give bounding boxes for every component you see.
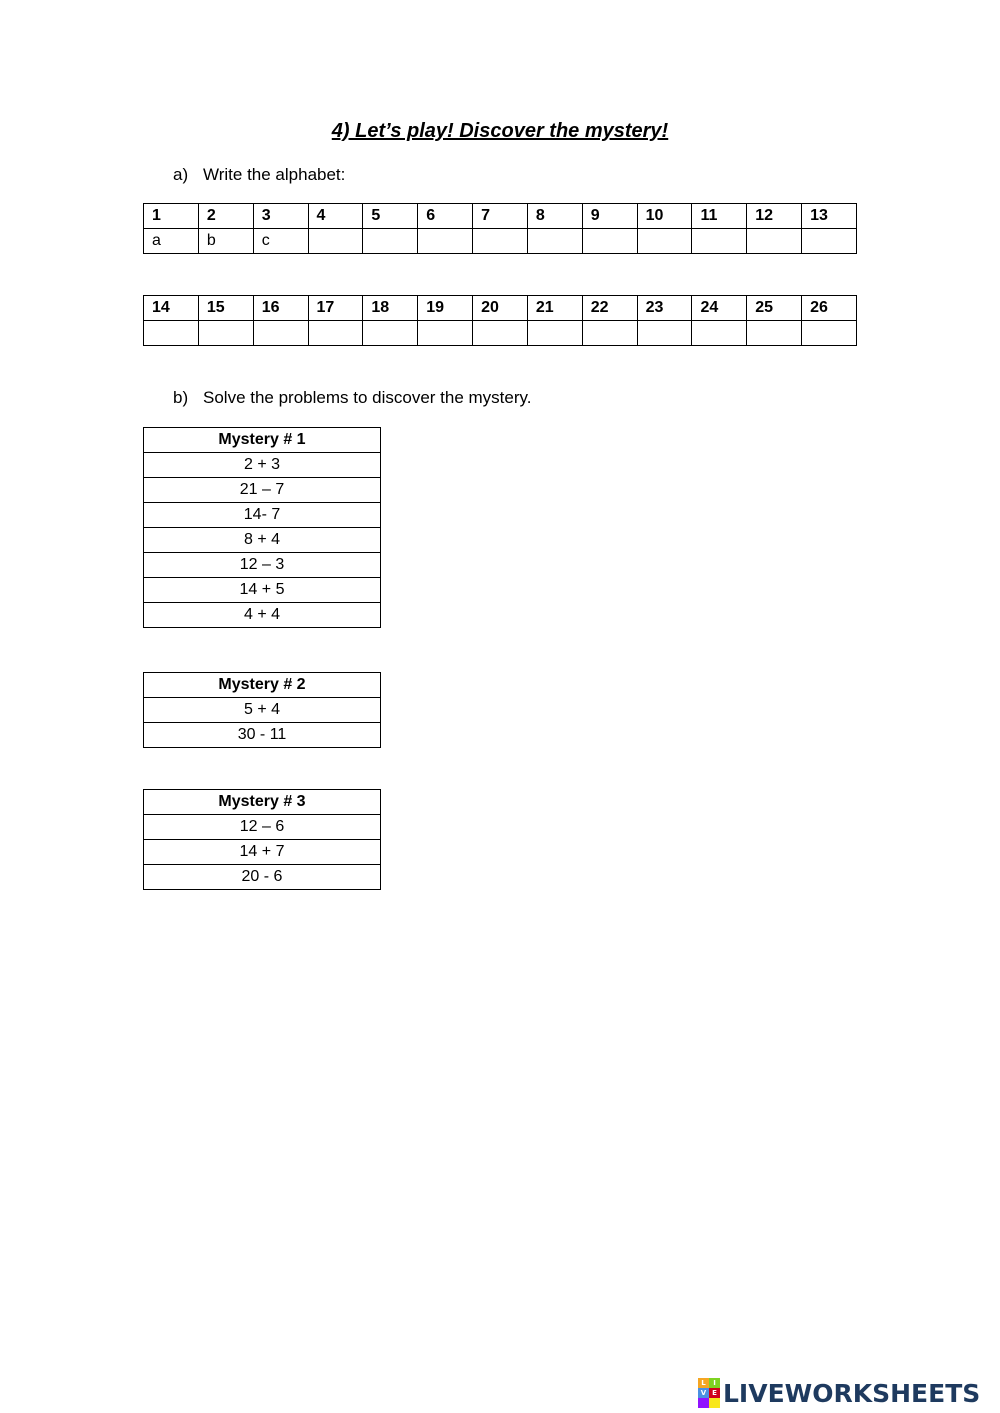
mystery-table-3: [143, 789, 381, 890]
mystery-problem-row: [144, 578, 381, 603]
alphabet-letter-cell[interactable]: [582, 321, 637, 346]
mystery-problem: 14 + 7: [144, 840, 381, 865]
alphabet-letter-cell[interactable]: [473, 321, 528, 346]
alphabet-letter-cell[interactable]: b: [198, 229, 253, 254]
alphabet-number-cell: 3: [253, 204, 308, 229]
logo-square: L: [698, 1378, 709, 1388]
alphabet-letter-cell[interactable]: [637, 321, 692, 346]
alphabet-letter-cell[interactable]: [363, 321, 418, 346]
mystery-problem-row: [144, 698, 381, 723]
alphabet-letter-cell[interactable]: [198, 321, 253, 346]
logo-square: [709, 1398, 720, 1408]
section-a-marker: a): [173, 165, 189, 184]
alphabet-letter-cell[interactable]: [692, 321, 747, 346]
alphabet-letter-cell[interactable]: [418, 229, 473, 254]
alphabet-number-cell: 5: [363, 204, 418, 229]
alphabet-number-cell: 8: [527, 204, 582, 229]
alphabet-number-cell: 24: [692, 296, 747, 321]
alphabet-number-cell: 11: [692, 204, 747, 229]
alphabet-letter-cell[interactable]: [418, 321, 473, 346]
mystery-problem-row: [144, 865, 381, 890]
alphabet-table-1: [143, 203, 857, 254]
section-b-instruction: [173, 388, 532, 408]
mystery-header: Mystery # 1: [144, 428, 381, 453]
alphabet-number-cell: 21: [527, 296, 582, 321]
alphabet-number-cell: 6: [418, 204, 473, 229]
mystery-problem: 14 + 5: [144, 578, 381, 603]
mystery-header: Mystery # 3: [144, 790, 381, 815]
liveworksheets-logo-icon: [698, 1378, 720, 1408]
alphabet-letter-row: [144, 229, 857, 254]
mystery-problem-row: [144, 453, 381, 478]
alphabet-letter-cell[interactable]: a: [144, 229, 199, 254]
mystery-problem: 30 - 11: [144, 723, 381, 748]
alphabet-number-cell: 7: [473, 204, 528, 229]
alphabet-number-cell: 10: [637, 204, 692, 229]
alphabet-number-cell: 26: [802, 296, 857, 321]
alphabet-table-2: [143, 295, 857, 346]
alphabet-letter-cell[interactable]: [802, 321, 857, 346]
mystery-problem: 12 – 6: [144, 815, 381, 840]
section-a-text: Write the alphabet:: [203, 165, 346, 184]
logo-square: [698, 1398, 709, 1408]
mystery-problem: 14- 7: [144, 503, 381, 528]
mystery-problem: 8 + 4: [144, 528, 381, 553]
alphabet-letter-cell[interactable]: [802, 229, 857, 254]
section-b-marker: b): [173, 388, 189, 407]
alphabet-letter-cell[interactable]: [637, 229, 692, 254]
alphabet-number-cell: 9: [582, 204, 637, 229]
worksheet-title: 4) Let’s play! Discover the mystery!: [331, 120, 669, 142]
alphabet-letter-cell[interactable]: [582, 229, 637, 254]
alphabet-letter-row: [144, 321, 857, 346]
mystery-problem-row: [144, 840, 381, 865]
mystery-problem: 2 + 3: [144, 453, 381, 478]
alphabet-number-cell: 23: [637, 296, 692, 321]
alphabet-letter-cell[interactable]: c: [253, 229, 308, 254]
mystery-table-1: [143, 427, 381, 628]
mystery-problem-row: [144, 723, 381, 748]
alphabet-number-cell: 16: [253, 296, 308, 321]
alphabet-letter-cell[interactable]: [363, 229, 418, 254]
alphabet-number-row: [144, 296, 857, 321]
alphabet-number-cell: 14: [144, 296, 199, 321]
mystery-table-2: [143, 672, 381, 748]
section-a-instruction: [173, 165, 345, 185]
logo-square: E: [709, 1388, 720, 1398]
mystery-problem-row: [144, 528, 381, 553]
mystery-problem: 4 + 4: [144, 603, 381, 628]
alphabet-number-cell: 18: [363, 296, 418, 321]
section-b-text: Solve the problems to discover the mystery.: [203, 388, 532, 407]
alphabet-number-cell: 17: [308, 296, 363, 321]
mystery-problem-row: [144, 478, 381, 503]
alphabet-number-cell: 19: [418, 296, 473, 321]
liveworksheets-logo: [698, 1376, 980, 1410]
mystery-problem: 5 + 4: [144, 698, 381, 723]
alphabet-number-row: [144, 204, 857, 229]
alphabet-letter-cell[interactable]: [692, 229, 747, 254]
alphabet-letter-cell[interactable]: [473, 229, 528, 254]
alphabet-number-cell: 25: [747, 296, 802, 321]
alphabet-number-cell: 13: [802, 204, 857, 229]
mystery-problem: 20 - 6: [144, 865, 381, 890]
alphabet-number-cell: 1: [144, 204, 199, 229]
mystery-header: Mystery # 2: [144, 673, 381, 698]
liveworksheets-logo-text: LIVEWORKSHEETS: [723, 1378, 981, 1408]
alphabet-letter-cell[interactable]: [747, 229, 802, 254]
alphabet-number-cell: 20: [473, 296, 528, 321]
mystery-problem-row: [144, 503, 381, 528]
alphabet-number-cell: 2: [198, 204, 253, 229]
alphabet-number-cell: 4: [308, 204, 363, 229]
alphabet-letter-cell[interactable]: [527, 321, 582, 346]
alphabet-letter-cell[interactable]: [527, 229, 582, 254]
mystery-problem-row: [144, 815, 381, 840]
mystery-problem-row: [144, 603, 381, 628]
logo-square: I: [709, 1378, 720, 1388]
alphabet-number-cell: 15: [198, 296, 253, 321]
alphabet-letter-cell[interactable]: [308, 321, 363, 346]
logo-square: V: [698, 1388, 709, 1398]
alphabet-number-cell: 12: [747, 204, 802, 229]
mystery-problem: 12 – 3: [144, 553, 381, 578]
alphabet-letter-cell[interactable]: [747, 321, 802, 346]
alphabet-letter-cell[interactable]: [308, 229, 363, 254]
alphabet-number-cell: 22: [582, 296, 637, 321]
alphabet-letter-cell[interactable]: [253, 321, 308, 346]
mystery-problem: 21 – 7: [144, 478, 381, 503]
alphabet-letter-cell[interactable]: [144, 321, 199, 346]
mystery-problem-row: [144, 553, 381, 578]
